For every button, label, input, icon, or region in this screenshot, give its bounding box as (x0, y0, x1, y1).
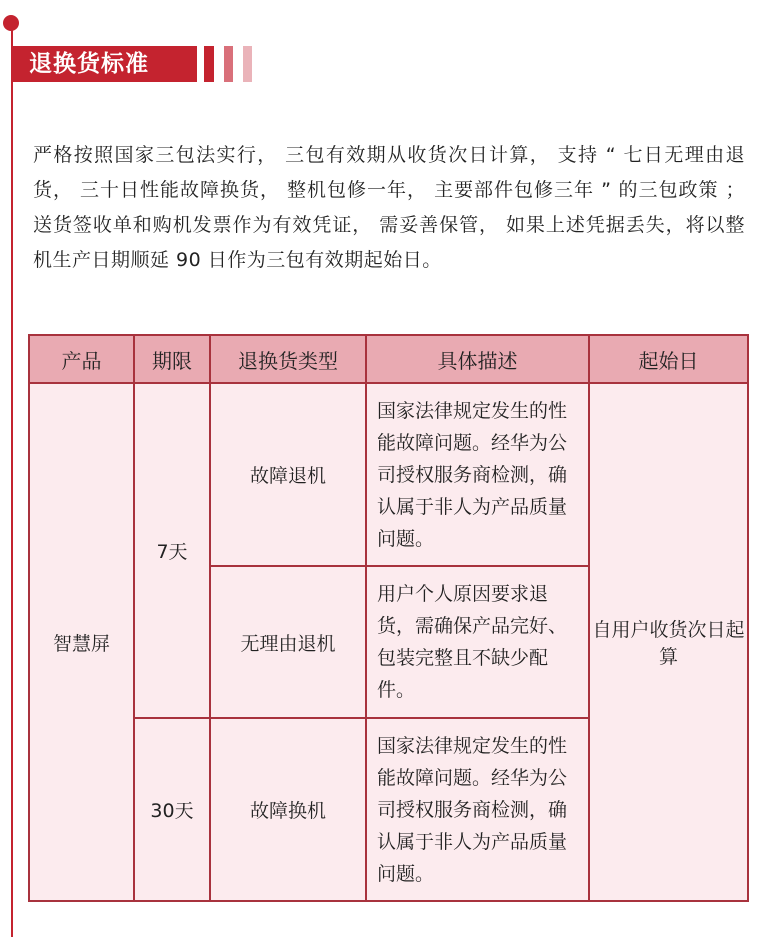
header-description: 具体描述 (366, 335, 589, 383)
section-title: 退换货标准 (13, 46, 197, 82)
header-product: 产品 (29, 335, 134, 383)
return-policy-table (28, 334, 749, 902)
start-date-cell: 自用户收货次日起算 (589, 383, 748, 901)
accent-dot (3, 15, 19, 31)
return-type-cell: 无理由退机 (210, 566, 366, 718)
intro-paragraph: 严格按照国家三包法实行， 三包有效期从收货次日计算， 支持 “ 七日无理由退货， 三十日性能故障换货， 整机包修一年， 主要部件包修三年 ” 的三包政策 ； 送货签收单和购机发票作为有效凭证， 需妥善保管， 如果上述凭据丢失，将以整机生产日期顺延 90 日作为三包有效期起始日。 (33, 144, 745, 271)
product-cell: 智慧屏 (29, 383, 134, 901)
description-cell: 国家法律规定发生的性能故障问题。经华为公司授权服务商检测，确认属于非人为产品质量问题。 (366, 383, 589, 566)
left-accent-line (11, 18, 13, 937)
header-period: 期限 (134, 335, 210, 383)
title-stripe-light (243, 46, 252, 82)
header-start-date: 起始日 (589, 335, 748, 383)
table-header-row (29, 335, 748, 383)
title-stripe-dark (204, 46, 214, 82)
header-return-type: 退换货类型 (210, 335, 366, 383)
period-cell: 30天 (134, 718, 210, 901)
description-cell: 国家法律规定发生的性能故障问题。经华为公司授权服务商检测，确认属于非人为产品质量问题。 (366, 718, 589, 901)
title-stripe-medium (224, 46, 233, 82)
period-cell: 7天 (134, 383, 210, 718)
return-type-cell: 故障退机 (210, 383, 366, 566)
return-type-cell: 故障换机 (210, 718, 366, 901)
description-cell: 用户个人原因要求退货，需确保产品完好、包装完整且不缺少配件。 (366, 566, 589, 718)
table-row (29, 383, 748, 566)
